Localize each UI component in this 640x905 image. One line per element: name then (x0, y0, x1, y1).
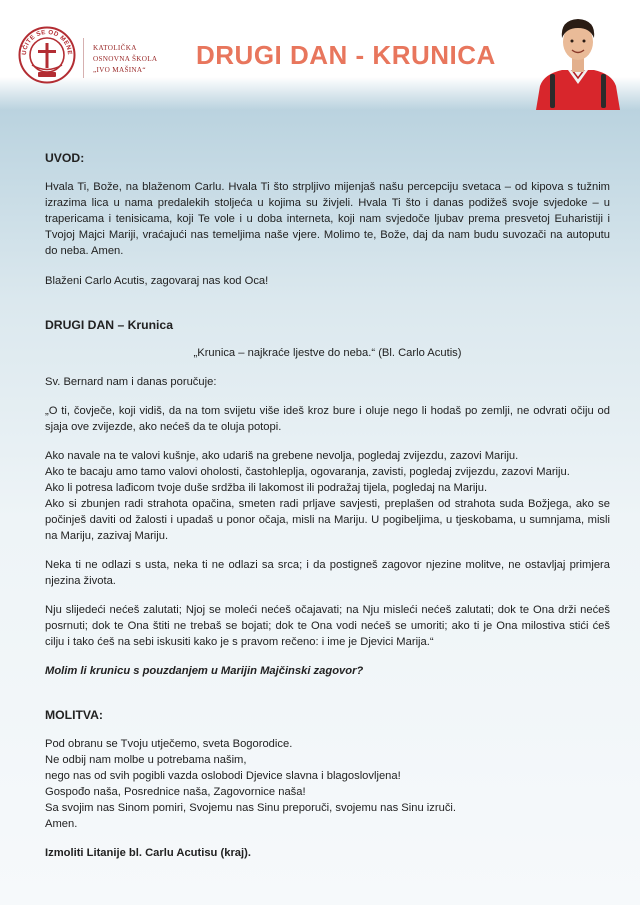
document-body (45, 150, 610, 861)
school-logo-icon (18, 26, 76, 84)
day-paragraph-2 (45, 448, 610, 544)
day-intro: Sv. Bernard nam i danas poručuje: (45, 376, 217, 388)
school-line: „IVO MAŠINA“ (93, 66, 146, 74)
prayer-line: Sa svojim nas Sinom pomiri, Svojemu nas Sinu preporuči, svojemu nas Sinu izruči. (45, 802, 457, 814)
page-title: DRUGI DAN - KRUNICA (196, 40, 496, 70)
prayer-line: Amen. (45, 818, 78, 830)
paragraph-line: Ako navale na te valovi kušnje, ako udariš na grebene nevolja, pogledaj zvijezdu, zazovi Mariju. (45, 450, 519, 462)
uvod-paragraph: Hvala Ti, Bože, na blaženom Carlu. Hvala Ti što strpljivo mijenjaš našu percepciju svetaca – od kipova s tužnim izrazima lica u nama predalekih stoljeća u kojima su živjeli. Hvala Ti što i danas podižeš svoje svjedoke – u trapericama i tenisicama, koji Te vole i u doba interneta, koji nam svjedoče ljubav prema presvetoj Euharistiji i Tvojoj Majci Mariji, vraćajući nas temeljima naše vjere. Molimo te, Bože, daj da nam budu suvozači na autoputu do neba. Amen. (45, 181, 610, 257)
paragraph-line: Ako li potresa lađicom tvoje duše srdžba ili lakomost ili podražaj tijela, pogledaj na Mariju. (45, 482, 488, 494)
day-paragraph-1: „O ti, čovječe, koji vidiš, da na tom svijetu više ideš kroz bure i oluje nego li hodaš po zemlji, ne odvrati očiju od sjaja ove zvijezde, ako nećeš da te oluja potopi. (45, 405, 610, 433)
prayer-line: nego nas od svih pogibli vazda oslobodi Djevice slavna i blagoslovljena! (45, 770, 401, 782)
section-heading-day: DRUGI DAN – Krunica (45, 318, 173, 332)
prayer-line: Ne odbij nam molbe u potrebama našim, (45, 754, 247, 766)
day-quote: „Krunica – najkraće ljestve do neba.“ (Bl. Carlo Acutis) (193, 347, 462, 359)
prayer-text (45, 736, 610, 832)
prayer-line: Pod obranu se Tvoju utječemo, sveta Bogorodice. (45, 738, 293, 750)
section-heading-uvod: UVOD: (45, 151, 85, 165)
school-line: KATOLIČKA (93, 44, 137, 52)
portrait-illustration (532, 12, 624, 110)
header-divider (83, 38, 84, 78)
closing-instruction: Izmoliti Litanije bl. Carlu Acutisu (kraj). (45, 847, 251, 859)
paragraph-line: Ako te bacaju amo tamo valovi oholosti, častohleplja, ogovaranja, zavisti, pogledaj zvijezdu, zazovi Mariju. (45, 466, 570, 478)
section-heading-molitva: MOLITVA: (45, 708, 103, 722)
day-paragraph-4: Nju slijedeći nećeš zalutati; Njoj se moleći nećeš očajavati; na Nju misleći nećeš zalutati; dok te Ona drži nećeš posrnuti; dok te Ona štiti ne trebaš se bojati; dok te Ona vodi nećeš se umoriti; ako ti je Ona milostiva stići ćeš cilju i tako ćeš na sebi iskusiti kako je s pravom rečeno: i ime je Djevici Marija.“ (45, 604, 610, 648)
prayer-line: Gospođo naša, Posrednice naša, Zagovornice naša! (45, 786, 306, 798)
day-question: Molim li krunicu s pouzdanjem u Marijin Majčinski zagovor? (45, 665, 364, 677)
uvod-invocation: Blaženi Carlo Acutis, zagovaraj nas kod Oca! (45, 275, 269, 287)
paragraph-line: Ako si zbunjen radi strahota opačina, smeten radi prljave savjesti, preplašen od strahota suda Božjega, ako se počinješ daviti od žalosti i upadaš u ponor očaja, misli na Mariju. U pogibeljima, u tjeskobama, u sumnjama, misli na Mariju, zazivaj Mariju. (45, 498, 610, 542)
logo-text: UČITE SE OD MENE (20, 28, 74, 56)
school-name (93, 43, 157, 76)
day-paragraph-3: Neka ti ne odlazi s usta, neka ti ne odlazi sa srca; i da postigneš zagovor njezine molitve, ne ostavljaj primjera njezina života. (45, 559, 610, 587)
school-line: OSNOVNA ŠKOLA (93, 55, 158, 63)
page-header (0, 0, 640, 110)
